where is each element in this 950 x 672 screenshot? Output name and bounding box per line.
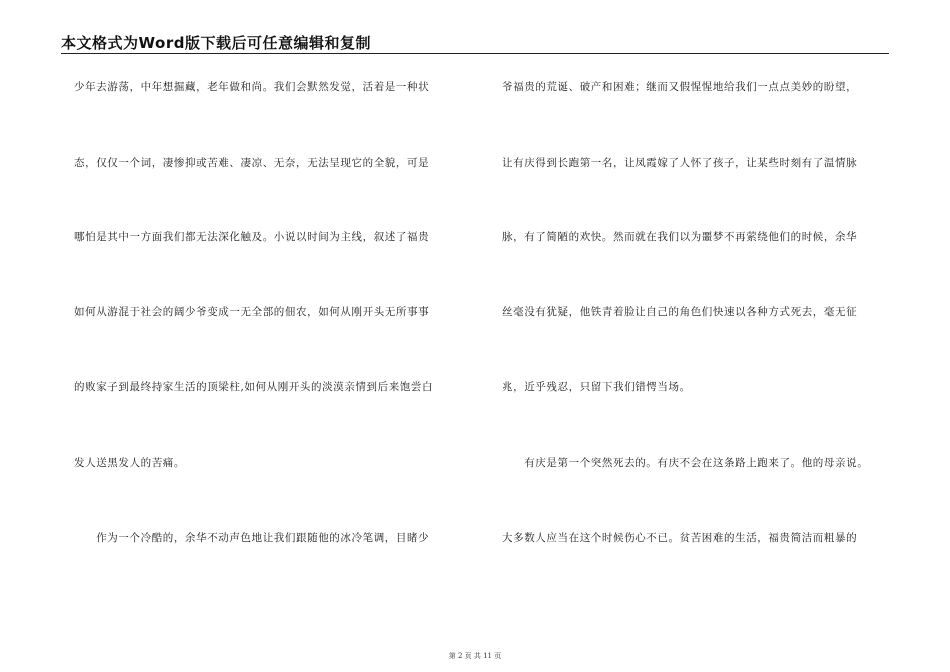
paragraph-line: 少年去游荡，中年想掘藏，老年做和尚。我们会默然发觉，活着是一种状 <box>74 81 430 93</box>
paragraph-line: 哪怕是其中一方面我们都无法深化触及。小说以时间为主线，叙述了福贵 <box>74 231 430 243</box>
paragraph-line: 脉，有了简陋的欢快。然而就在我们以为噩梦不再萦绕他们的时候，余华 <box>502 231 858 243</box>
paragraph-line: 丝毫没有犹疑，他铁青着脸让自己的角色们快速以各种方式死去，毫无征 <box>502 306 858 318</box>
paragraph-line: 发人送黑发人的苦痛。 <box>74 457 185 469</box>
page-number-footer: 第 2 页 共 11 页 <box>448 652 502 660</box>
paragraph-line: 如何从游混于社会的阔少爷变成一无全部的佃农，如何从刚开头无所事事 <box>74 306 430 318</box>
paragraph-line: 让有庆得到长跑第一名，让凤霞嫁了人怀了孩子，让某些时刻有了温情脉 <box>502 157 858 169</box>
paragraph-line: 态，仅仅一个词，凄惨抑或苦难、凄凉、无奈，无法呈现它的全貌，可是 <box>74 157 430 169</box>
document-header-title: 本文格式为Word版下载后可任意编辑和复制 <box>61 34 371 52</box>
paragraph-line: 爷福贵的荒诞、破产和困难；继而又假惺惺地给我们一点点美妙的盼望， <box>502 81 858 93</box>
paragraph-line: 有庆是第一个突然死去的。有庆不会在这条路上跑来了。他的母亲说。 <box>502 457 869 469</box>
paragraph-line: 的败家子到最终持家生活的顶梁柱,如何从刚开头的淡漠亲情到后来饱尝白 <box>74 381 434 393</box>
paragraph-line: 作为一个冷酷的，余华不动声色地让我们跟随他的冰冷笔调，目睹少 <box>74 532 430 544</box>
paragraph-line: 兆，近乎残忍，只留下我们错愕当场。 <box>502 381 691 393</box>
paragraph-line: 大多数人应当在这个时候伤心不已。贫苦困难的生活，福贵简洁而粗暴的 <box>502 532 858 544</box>
header-divider <box>61 53 889 54</box>
